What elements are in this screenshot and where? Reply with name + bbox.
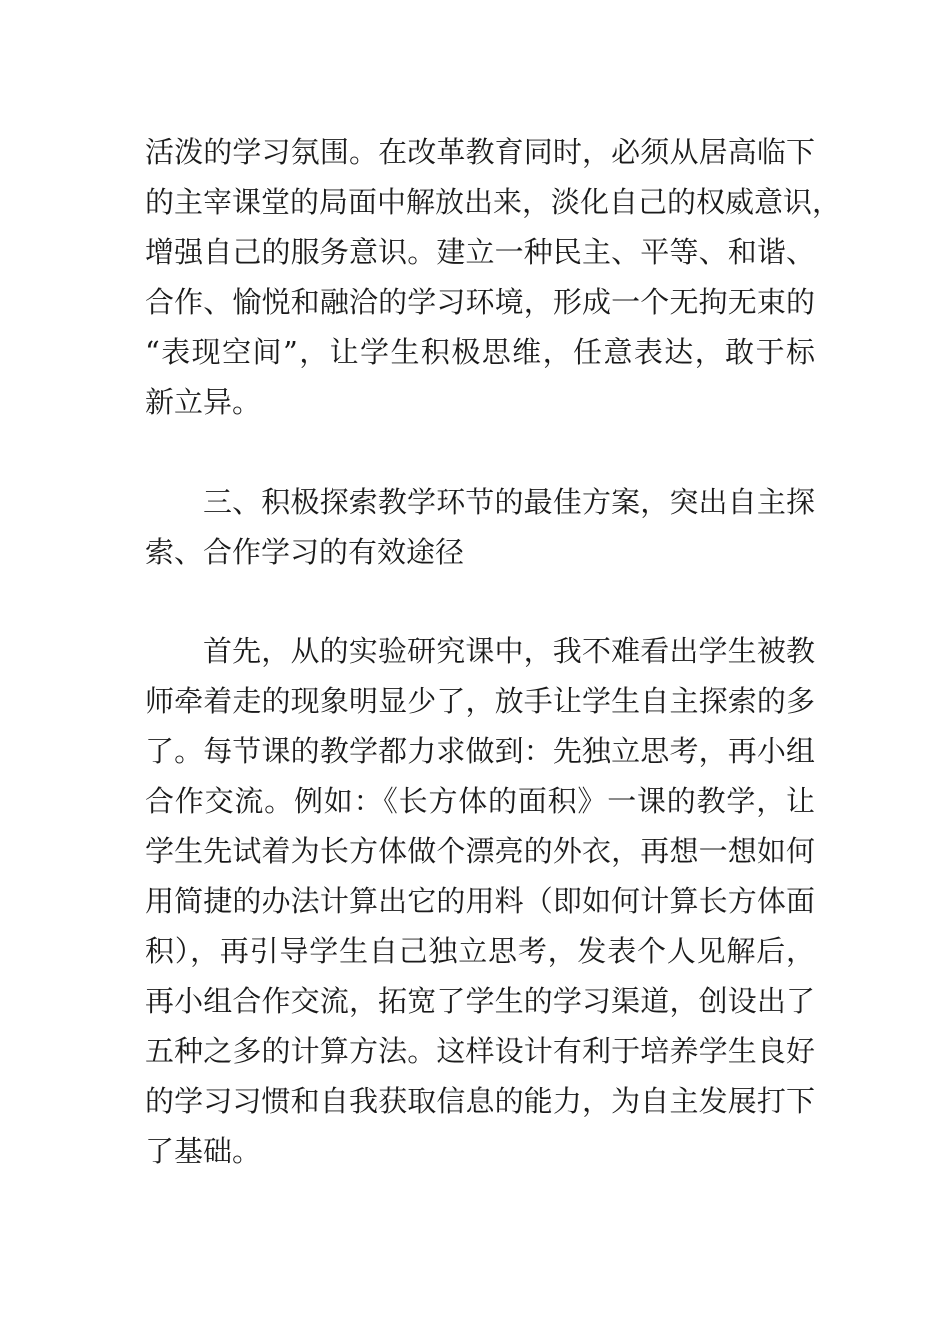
text-line: 用简捷的办法计算出它的用料（即如何计算长方体面	[145, 884, 815, 918]
text-line: 师牵着走的现象明显少了，放手让学生自主探索的多	[145, 684, 815, 718]
text-line: 的学习习惯和自我获取信息的能力，为自主发展打下	[145, 1084, 815, 1118]
text-line: 活泼的学习氛围。在改革教育同时，必须从居高临下	[145, 135, 815, 169]
text-line: 的主宰课堂的局面中解放出来，淡化自己的权威意识，	[145, 185, 842, 219]
text-line: 新立异。	[145, 385, 262, 419]
text-line: “表现空间”，让学生积极思维，任意表达，敢于标	[145, 335, 815, 369]
text-line: 增强自己的服务意识。建立一种民主、平等、和谐、	[145, 235, 815, 269]
text-line: 了基础。	[145, 1134, 262, 1168]
text-line: 首先，从的实验研究课中，我不难看出学生被教	[203, 634, 815, 668]
text-line: 合作、愉悦和融洽的学习环境，形成一个无拘无束的	[145, 285, 815, 319]
text-line: 了。每节课的教学都力求做到：先独立思考，再小组	[145, 734, 815, 768]
heading-line: 索、合作学习的有效途径	[145, 535, 465, 569]
text-line: 再小组合作交流，拓宽了学生的学习渠道，创设出了	[145, 984, 815, 1018]
text-line: 合作交流。例如：《长方体的面积》一课的教学，让	[145, 784, 815, 818]
text-line: 学生先试着为长方体做个漂亮的外衣，再想一想如何	[145, 834, 815, 868]
text-line: 积），再引导学生自己独立思考，发表个人见解后，	[145, 934, 815, 968]
heading-line: 三、积极探索教学环节的最佳方案，突出自主探	[203, 485, 815, 519]
text-line: 五种之多的计算方法。这样设计有利于培养学生良好	[145, 1034, 815, 1068]
